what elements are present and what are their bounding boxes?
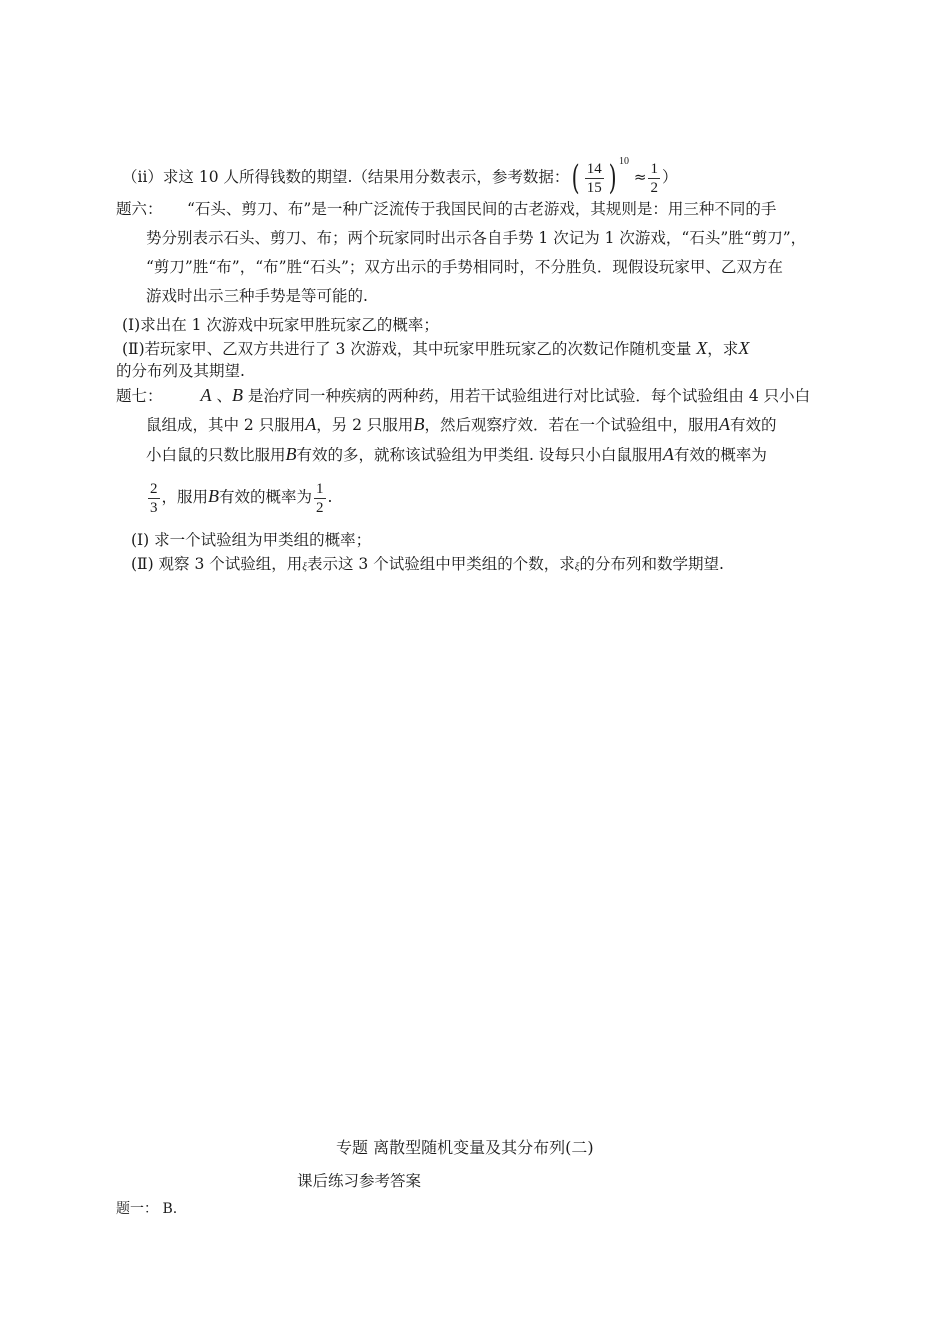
variable-x: X xyxy=(696,338,708,358)
q6-part-i: (Ⅰ)求出在 1 次游戏中玩家甲胜玩家乙的概率； xyxy=(122,316,439,334)
q6-line-1: “石头、剪刀、布”是一种广泛流传于我国民间的古老游戏，其规则是：用三种不同的手 xyxy=(187,200,777,218)
q7-part-i: (Ⅰ) 求一个试验组为甲类组的概率； xyxy=(131,531,372,549)
q6-part-ii: (Ⅱ)若玩家甲、乙双方共进行了 3 次游戏，其中玩家甲胜玩家乙的次数记作随机变量 X，求X xyxy=(122,338,750,358)
q7-line-4: $\frac{2}{3}$ ，服用B有效的概率为 $\frac{1}{2}$ . xyxy=(150,480,333,516)
q5-part-ii: （ii）求这 10 人所得钱数的期望.（结果用分数表示，参考数据：( $\frac{14}{15}$ ) $^{10}$ ≈ $\frac{1}{2}$ ） xyxy=(122,156,678,198)
q7-part-ii: (Ⅱ) 观察 3 个试验组，用ξ表示这 3 个试验组中甲类组的个数，求ξ的分布列和数学期望. xyxy=(131,555,724,573)
q6-line-2: 势分别表示石头、剪刀、布；两个玩家同时出示各自手势 1 次记为 1 次游戏，“石头”胜“剪刀”， xyxy=(146,229,807,247)
exponent: 10 xyxy=(618,156,629,167)
q6-line-4: 游戏时出示三种手势是等可能的. xyxy=(146,287,368,305)
approx-sign: ≈ xyxy=(633,168,647,186)
fraction-1-2: $\frac{1}{2}$ xyxy=(650,160,658,196)
fraction-1-2: $\frac{1}{2}$ xyxy=(316,480,324,516)
q5-part-ii-text: 求这 10 人所得钱数的期望.（结果用分数表示，参考数据： xyxy=(162,168,570,186)
answers-title: 专题 离散型随机变量及其分布列(二) xyxy=(336,1138,594,1157)
answers-subtitle: 课后练习参考答案 xyxy=(297,1172,422,1190)
q7-line-3: 小白鼠的只数比服用B有效的多，就称该试验组为甲类组. 设每只小白鼠服用A有效的概率为 xyxy=(146,444,767,464)
fraction-14-15: $\frac{14}{15}$ xyxy=(586,160,602,196)
q7-label: 题七： xyxy=(116,387,163,405)
q7-line-1: 题七： A 、B 是治疗同一种疾病的两种药，用若干试验组进行对比试验．每个试验组由 4 只小白 xyxy=(116,385,811,405)
variable-xi: ξ xyxy=(302,561,307,573)
q5-part-ii-label: （ii） xyxy=(122,168,163,186)
variable-xi: ξ xyxy=(574,561,580,573)
q6-label: 题六： xyxy=(116,200,163,218)
q7-line-2: 鼠组成，其中 2 只服用A，另 2 只服用B，然后观察疗效．若在一个试验组中，服用A有效的 xyxy=(146,414,777,434)
variable-x: X xyxy=(738,338,750,358)
q6-line-3: “剪刀”胜“布”，“布”胜“石头”；双方出示的手势相同时，不分胜负．现假设玩家甲、乙双方在 xyxy=(146,258,783,276)
answer-q1: 题一： B. xyxy=(116,1201,178,1217)
q6-part-ii-cont: 的分布列及其期望. xyxy=(116,362,245,380)
fraction-2-3: $\frac{2}{3}$ xyxy=(150,480,158,516)
